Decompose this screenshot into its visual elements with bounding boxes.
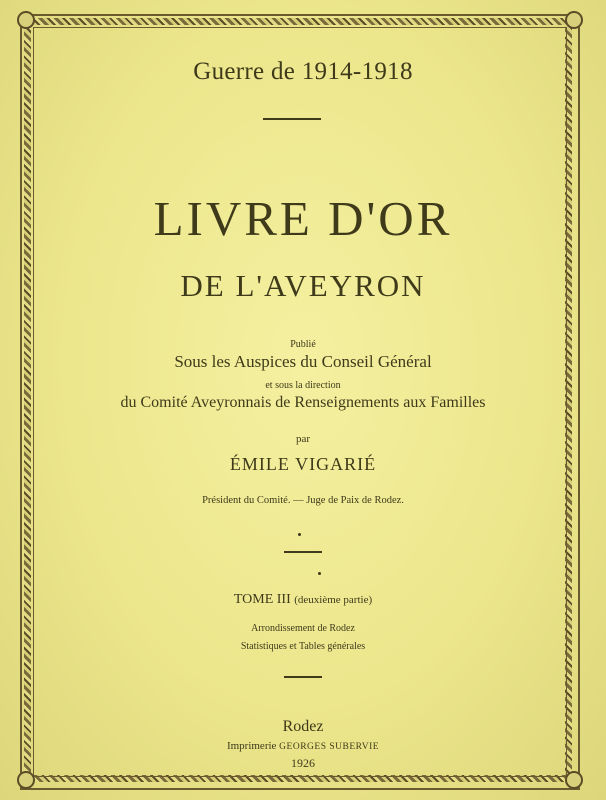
publication-year: 1926 — [291, 756, 315, 770]
volume-part: (deuxième partie) — [294, 594, 373, 606]
printer-prefix: Imprimerie — [226, 740, 277, 752]
author-role: Président du Comité. — Juge de Paix de Rodez. — [202, 495, 404, 506]
published-label: Publié — [290, 339, 316, 350]
direction-line: et sous la direction — [265, 380, 341, 391]
corner-ornament-bottom-left — [17, 771, 35, 789]
war-heading: Guerre de 1914-1918 — [193, 58, 413, 85]
by-label: par — [295, 433, 311, 445]
volume-label: TOME III — [233, 592, 291, 607]
divider-rule — [284, 676, 322, 678]
divider-rule — [263, 118, 321, 120]
contents-line: Statistiques et Tables générales — [240, 641, 366, 652]
author-name: ÉMILE VIGARIÉ — [229, 454, 377, 474]
committee-line: du Comité Aveyronnais de Renseignements aux Familles — [120, 394, 486, 411]
corner-ornament-top-left — [17, 11, 35, 29]
district-line: Arrondissement de Rodez — [251, 623, 355, 634]
subtitle: DE L'AVEYRON — [180, 268, 426, 303]
ornament-dot — [298, 533, 301, 536]
main-title: LIVRE D'OR — [153, 191, 453, 246]
corner-ornament-bottom-right — [565, 771, 583, 789]
ornament-dot — [318, 572, 321, 575]
printer-line — [40, 740, 566, 752]
divider-rule — [284, 551, 322, 553]
publication-city: Rodez — [282, 718, 324, 735]
auspices-line: Sous les Auspices du Conseil Général — [174, 352, 432, 371]
volume-line — [40, 592, 566, 608]
corner-ornament-top-right — [565, 11, 583, 29]
printer-name: GEORGES SUBERVIE — [279, 742, 380, 752]
